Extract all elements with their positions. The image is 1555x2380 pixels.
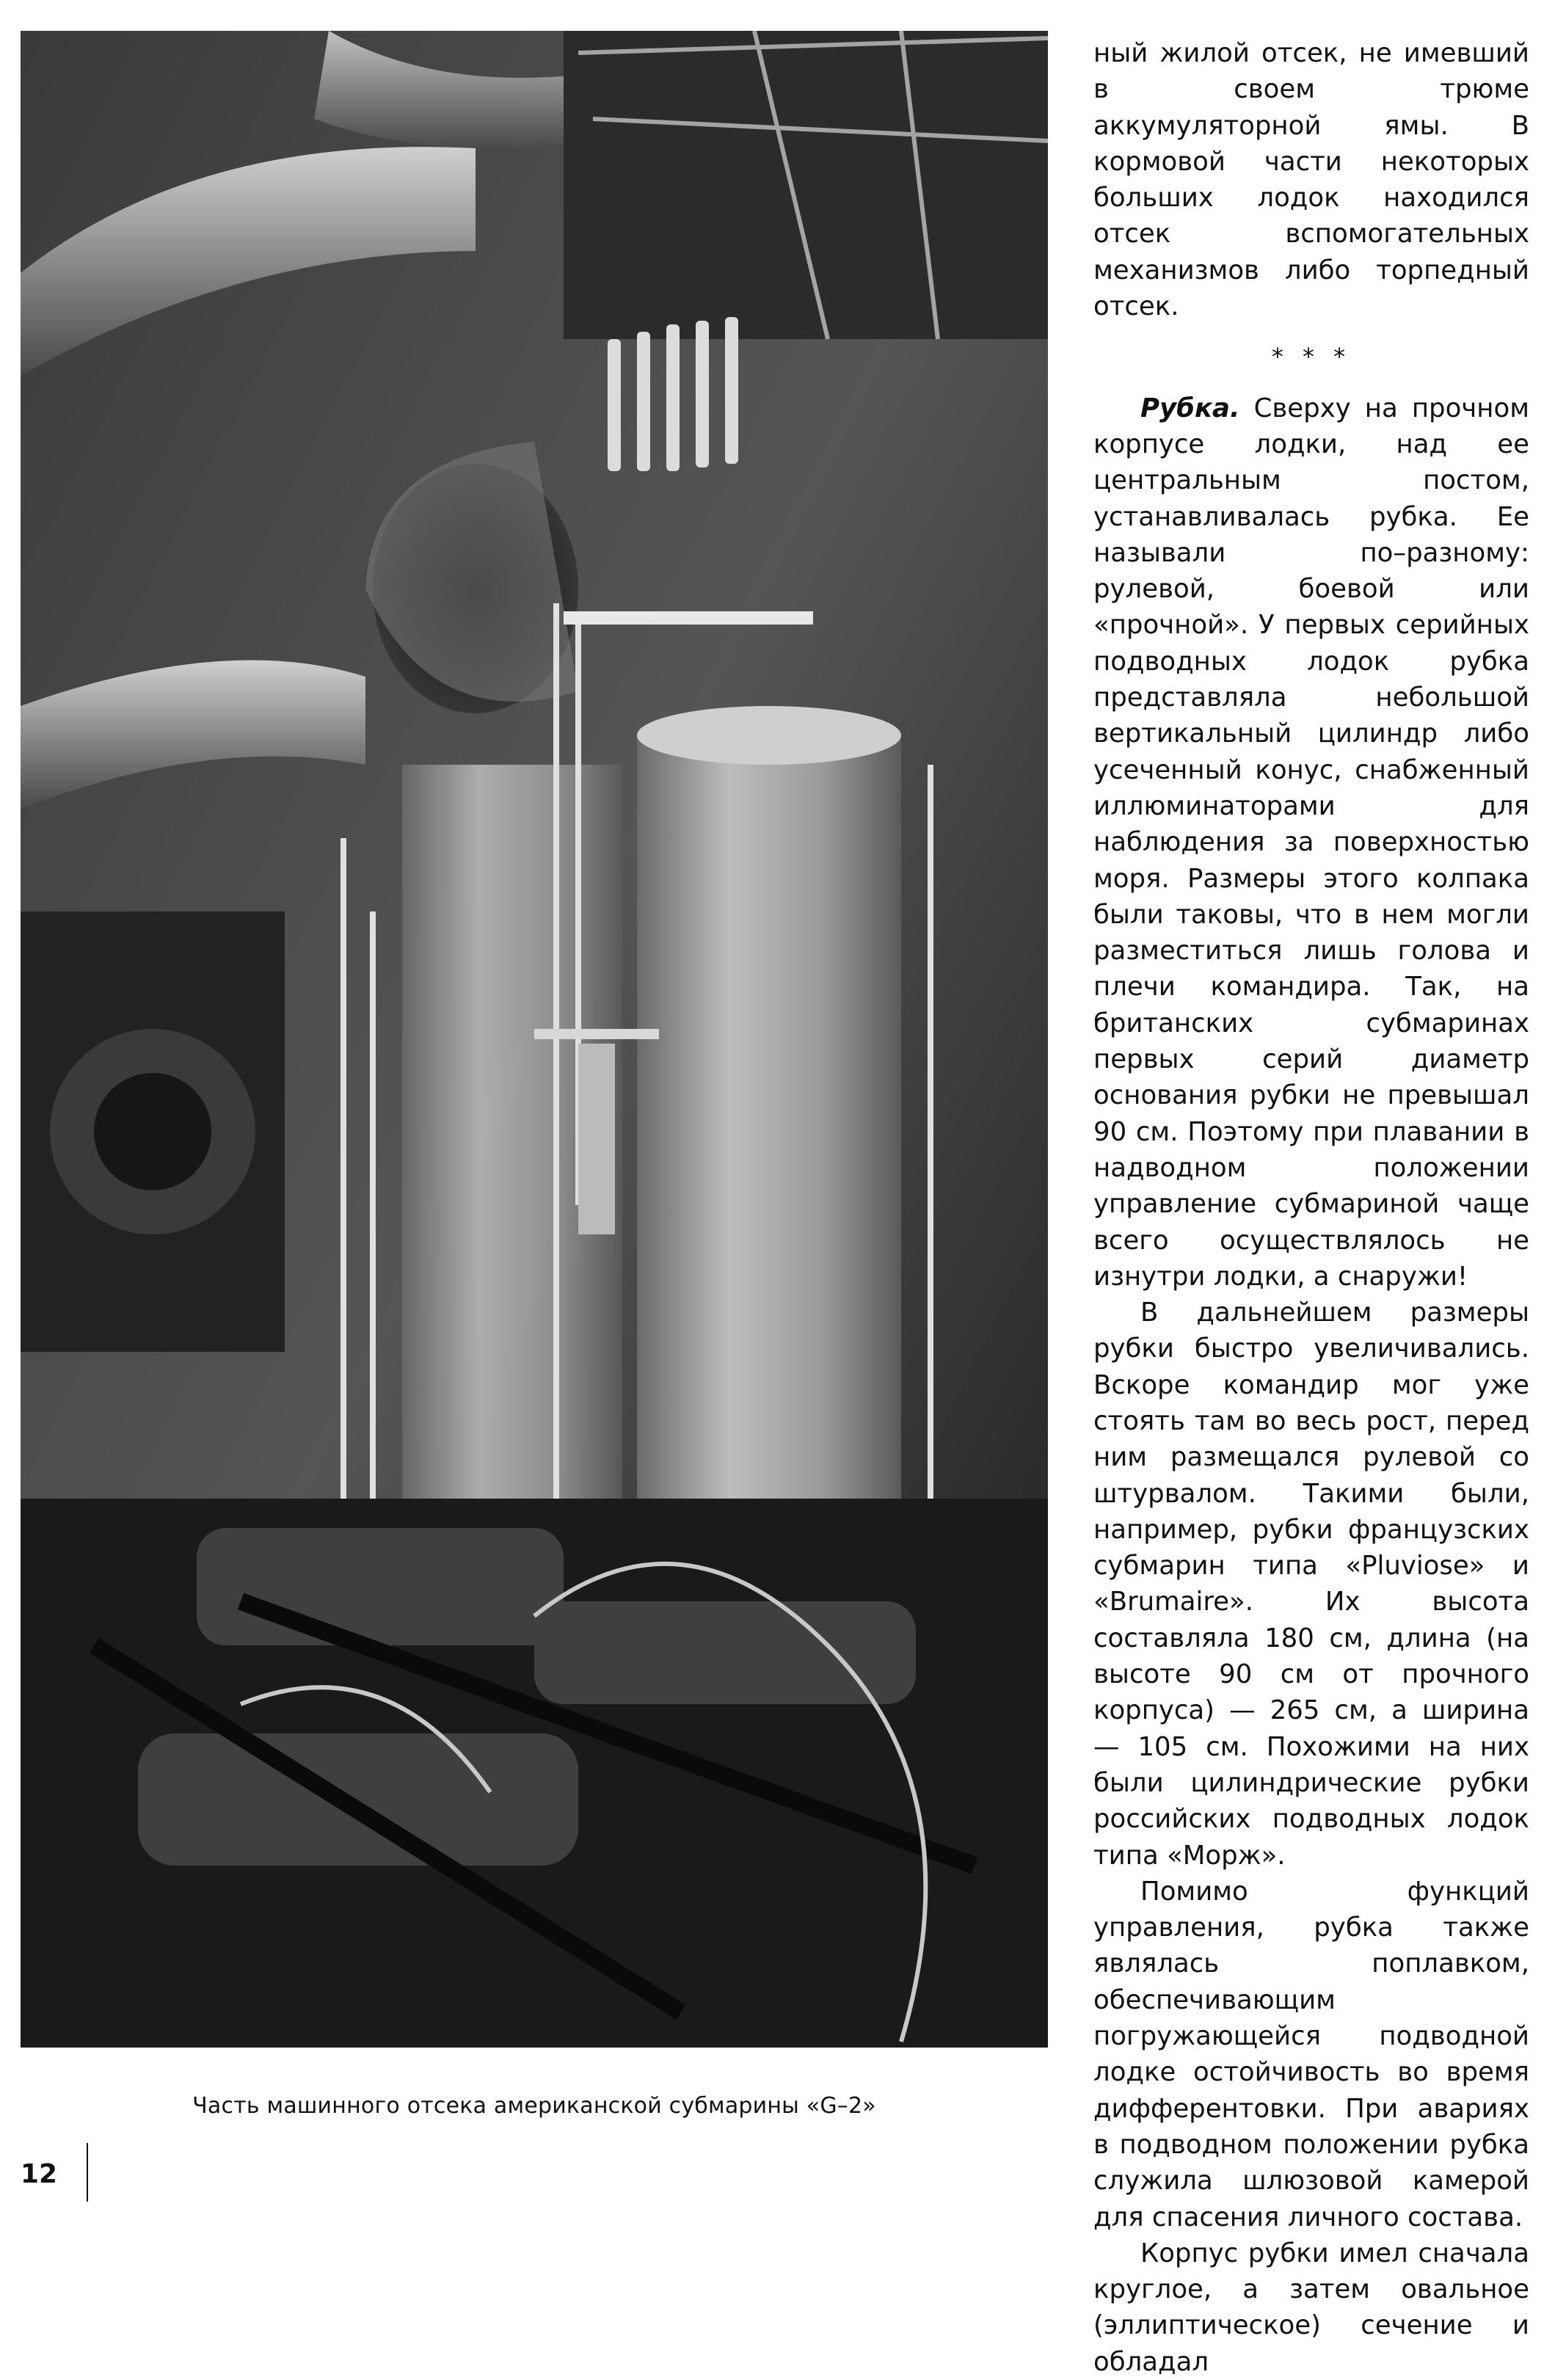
paragraph-2 xyxy=(1093,390,1529,1295)
page-number-rule xyxy=(87,2143,88,2202)
page-number: 12 xyxy=(21,2159,58,2189)
paragraph-4: Помимо функций управления, рубка также являлась поплавком, обеспечивающим погружающейся подводной лодке остойчивость во время дифферентовки. При авариях в подводном положении рубка служила шлюзовой камерой для спасения личного состава. xyxy=(1093,1876,1529,2232)
paragraph-3: В дальнейшем размеры рубки быстро увеличивались. Вскоре командир мог уже стоять там во весь рост, перед ним размещался рулевой со штурвалом. Такими были, например, рубки французских субмарин типа «Pluviose» и «Brumaire». Их высота составляла 180 см, длина (на высоте 90 см от прочного корпуса) — 265 см, а ширина — 105 см. Похожими на них были цилиндрические рубки российских подводных лодок типа «Морж». xyxy=(1093,1298,1529,1871)
paragraph-2-body: Сверху на прочном корпусе лодки, над ее центральным постом, устанавливалась рубка. Ее называли по–разному: рулевой, боевой или «прочной». У первых серийных подводных лодок рубка представляла небольшой вертикальный цилиндр либо усеченный конус, снабженный иллюминаторами для наблюдения за поверхностью моря. Размеры этого колпака были таковы, что в нем могли разместиться лишь голова и плечи командира. Так, на британских субмаринах первых серий диаметр основания рубки не превышал 90 см. Поэтому при плавании в надводном положении управление субмариной чаще всего осуществлялось не изнутри лодки, а снаружи! xyxy=(1093,393,1529,1292)
section-separator: * * * xyxy=(1271,343,1352,371)
paragraph-1: ный жилой отсек, не имевший в своем трюме аккумуляторной ямы. В кормовой части некоторых больших лодок находился отсек вспомогательных механизмов либо торпедный отсек. xyxy=(1093,38,1529,322)
body-text-column xyxy=(1093,35,1529,2380)
section-heading-rubka: Рубка. xyxy=(1140,393,1240,423)
engine-room-photo xyxy=(21,31,1048,2048)
paragraph-5: Корпус рубки имел сначала круглое, а затем овальное (эллиптическое) сечение и обладал xyxy=(1093,2238,1529,2377)
figure-caption: Часть машинного отсека американской субмарины «G–2» xyxy=(192,2093,876,2119)
